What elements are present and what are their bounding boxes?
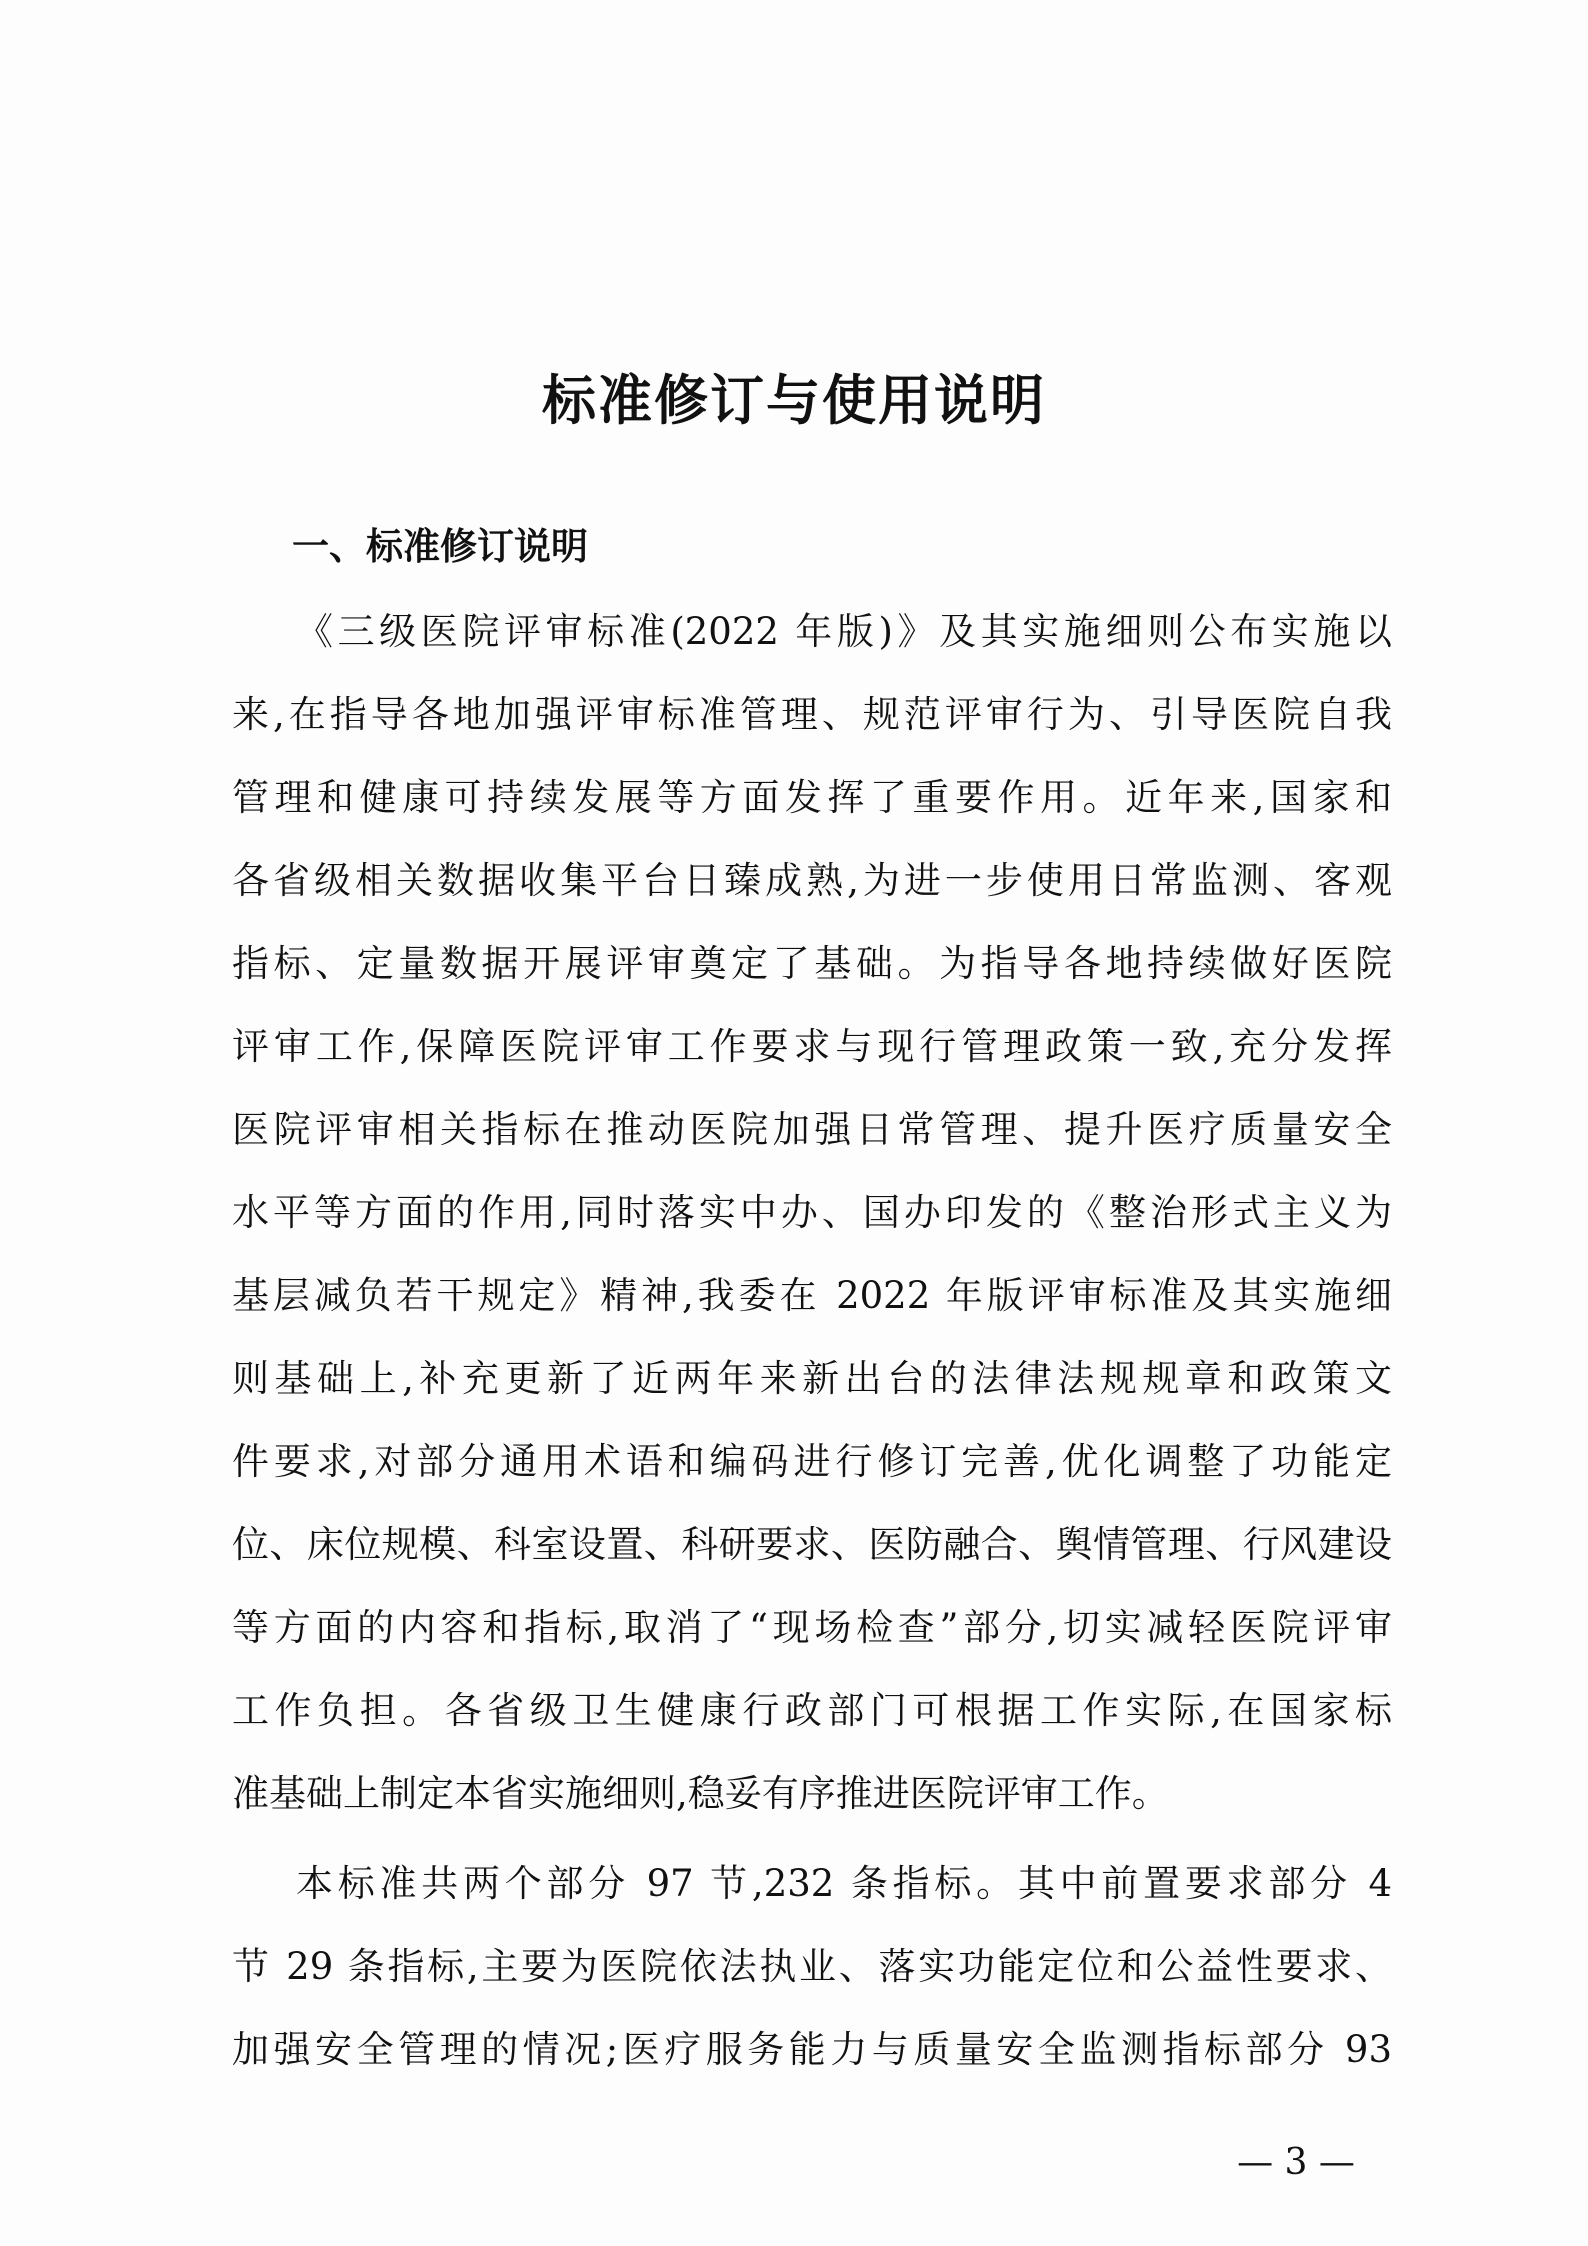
paragraph-line: 来,在指导各地加强评审标准管理、规范评审行为、引导医院自我 bbox=[232, 693, 1392, 736]
paragraph-line: 管理和健康可持续发展等方面发挥了重要作用。近年来,国家和 bbox=[232, 776, 1392, 819]
paragraph-line: 加强安全管理的情况;医疗服务能力与质量安全监测指标部分 93 bbox=[232, 2028, 1392, 2071]
paragraph-line: 水平等方面的作用,同时落实中办、国办印发的《整治形式主义为 bbox=[232, 1191, 1392, 1234]
page-title: 标准修订与使用说明 bbox=[542, 369, 1046, 432]
paragraph-line: 本标准共两个部分 97 节,232 条指标。其中前置要求部分 4 bbox=[296, 1862, 1392, 1905]
paragraph-line: 工作负担。各省级卫生健康行政部门可根据工作实际,在国家标 bbox=[232, 1689, 1392, 1732]
paragraph-line: 准基础上制定本省实施细则,稳妥有序推进医院评审工作。 bbox=[232, 1772, 1169, 1815]
section-heading: 一、标准修订说明 bbox=[292, 525, 588, 568]
paragraph-line: 等方面的内容和指标,取消了“现场检查”部分,切实减轻医院评审 bbox=[232, 1606, 1392, 1649]
paragraph-line: 节 29 条指标,主要为医院依法执业、落实功能定位和公益性要求、 bbox=[232, 1945, 1392, 1988]
paragraph-line: 件要求,对部分通用术语和编码进行修订完善,优化调整了功能定 bbox=[232, 1440, 1392, 1483]
paragraph-line: 基层减负若干规定》精神,我委在 2022 年版评审标准及其实施细 bbox=[232, 1274, 1392, 1317]
paragraph-line: 则基础上,补充更新了近两年来新出台的法律法规规章和政策文 bbox=[232, 1357, 1392, 1400]
paragraph-line: 《三级医院评审标准(2022 年版)》及其实施细则公布实施以 bbox=[296, 610, 1392, 653]
paragraph-line: 位、床位规模、科室设置、科研要求、医防融合、舆情管理、行风建设 bbox=[232, 1523, 1392, 1566]
page-number: — 3 — bbox=[1237, 2142, 1355, 2183]
paragraph-line: 指标、定量数据开展评审奠定了基础。为指导各地持续做好医院 bbox=[232, 942, 1392, 985]
paragraph-line: 医院评审相关指标在推动医院加强日常管理、提升医疗质量安全 bbox=[232, 1108, 1392, 1151]
paragraph-line: 各省级相关数据收集平台日臻成熟,为进一步使用日常监测、客观 bbox=[232, 859, 1392, 902]
paragraph-line: 评审工作,保障医院评审工作要求与现行管理政策一致,充分发挥 bbox=[232, 1025, 1392, 1068]
